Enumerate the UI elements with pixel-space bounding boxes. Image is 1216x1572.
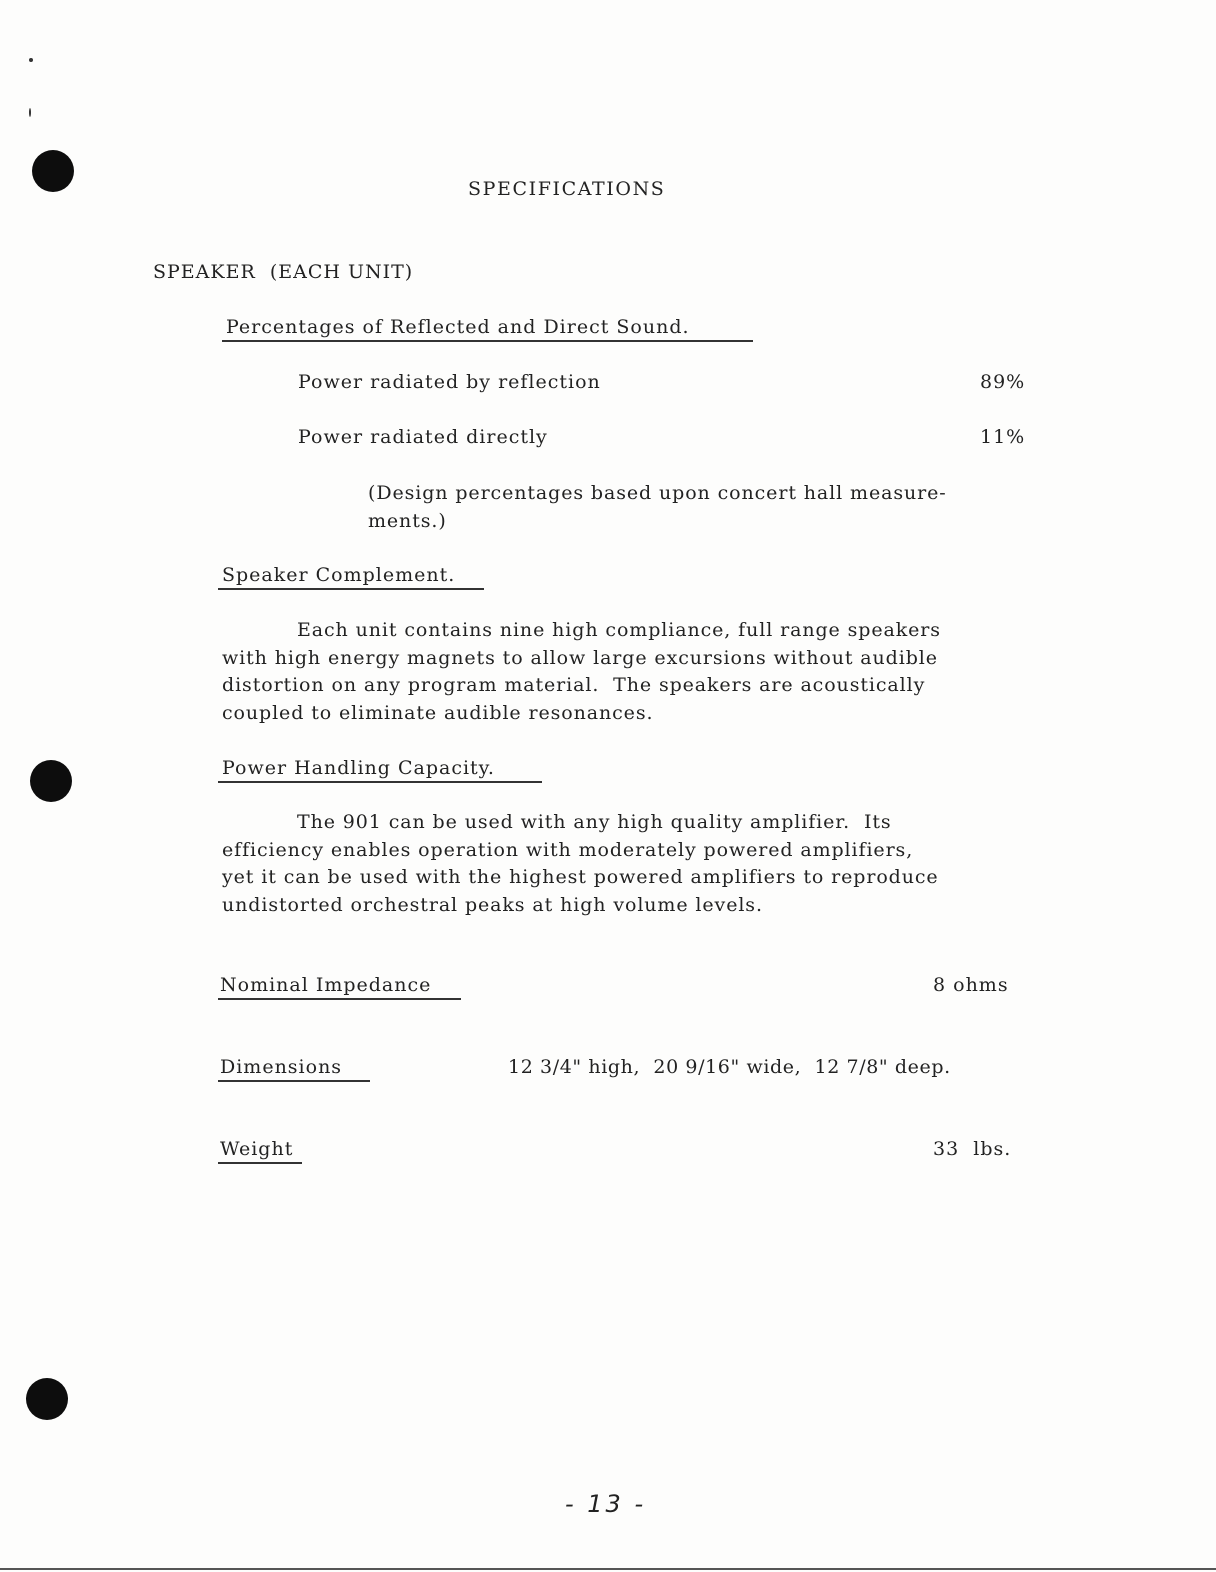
scan-edge-line	[0, 1568, 1216, 1570]
complement-line: with high energy magnets to allow large excursions without audible	[222, 646, 938, 669]
weight-label: Weight	[220, 1138, 294, 1160]
power-line: efficiency enables operation with moderately powered amplifiers,	[222, 838, 914, 861]
power-line: undistorted orchestral peaks at high volume levels.	[222, 893, 763, 916]
punch-hole-top	[32, 150, 74, 192]
design-note-line: ments.)	[368, 509, 447, 532]
reflected-direct-underline	[222, 340, 753, 342]
weight-underline	[218, 1162, 302, 1164]
section-heading: SPEAKER (EACH UNIT)	[153, 261, 414, 283]
scan-speck	[29, 108, 31, 117]
weight-value: 33 lbs.	[933, 1138, 1012, 1160]
reflection-label: Power radiated by reflection	[298, 371, 601, 393]
scan-speck	[29, 58, 33, 62]
page-title: SPECIFICATIONS	[468, 178, 666, 200]
punch-hole-bottom	[26, 1378, 68, 1420]
page-number: - 13 -	[565, 1490, 647, 1518]
power-line: yet it can be used with the highest powered amplifiers to reproduce	[222, 866, 939, 888]
power-heading: Power Handling Capacity.	[222, 757, 495, 779]
complement-underline	[218, 588, 484, 590]
direct-label: Power radiated directly	[298, 426, 548, 448]
impedance-underline	[218, 998, 461, 1000]
complement-line: coupled to eliminate audible resonances.	[222, 701, 654, 724]
reflected-direct-heading: Percentages of Reflected and Direct Sound.	[226, 316, 690, 338]
power-line: The 901 can be used with any high quality amplifier. Its	[297, 811, 892, 833]
design-note-line: (Design percentages based upon concert hall measure-	[368, 482, 947, 504]
dimensions-underline	[218, 1080, 370, 1082]
complement-heading: Speaker Complement.	[222, 564, 456, 586]
complement-line: Each unit contains nine high compliance, full range speakers	[297, 619, 941, 641]
dimensions-label: Dimensions	[220, 1056, 343, 1078]
punch-hole-middle	[30, 760, 72, 802]
complement-line: distortion on any program material. The speakers are acoustically	[222, 674, 926, 696]
complement-paragraph	[222, 617, 941, 727]
reflection-value: 89%	[980, 371, 1026, 393]
power-underline	[218, 781, 542, 783]
dimensions-value: 12 3/4" high, 20 9/16" wide, 12 7/8" deep.	[508, 1056, 951, 1078]
power-paragraph	[222, 809, 939, 919]
impedance-label: Nominal Impedance	[220, 974, 432, 996]
design-note	[368, 480, 947, 535]
direct-value: 11%	[980, 426, 1026, 448]
impedance-value: 8 ohms	[933, 974, 1009, 996]
